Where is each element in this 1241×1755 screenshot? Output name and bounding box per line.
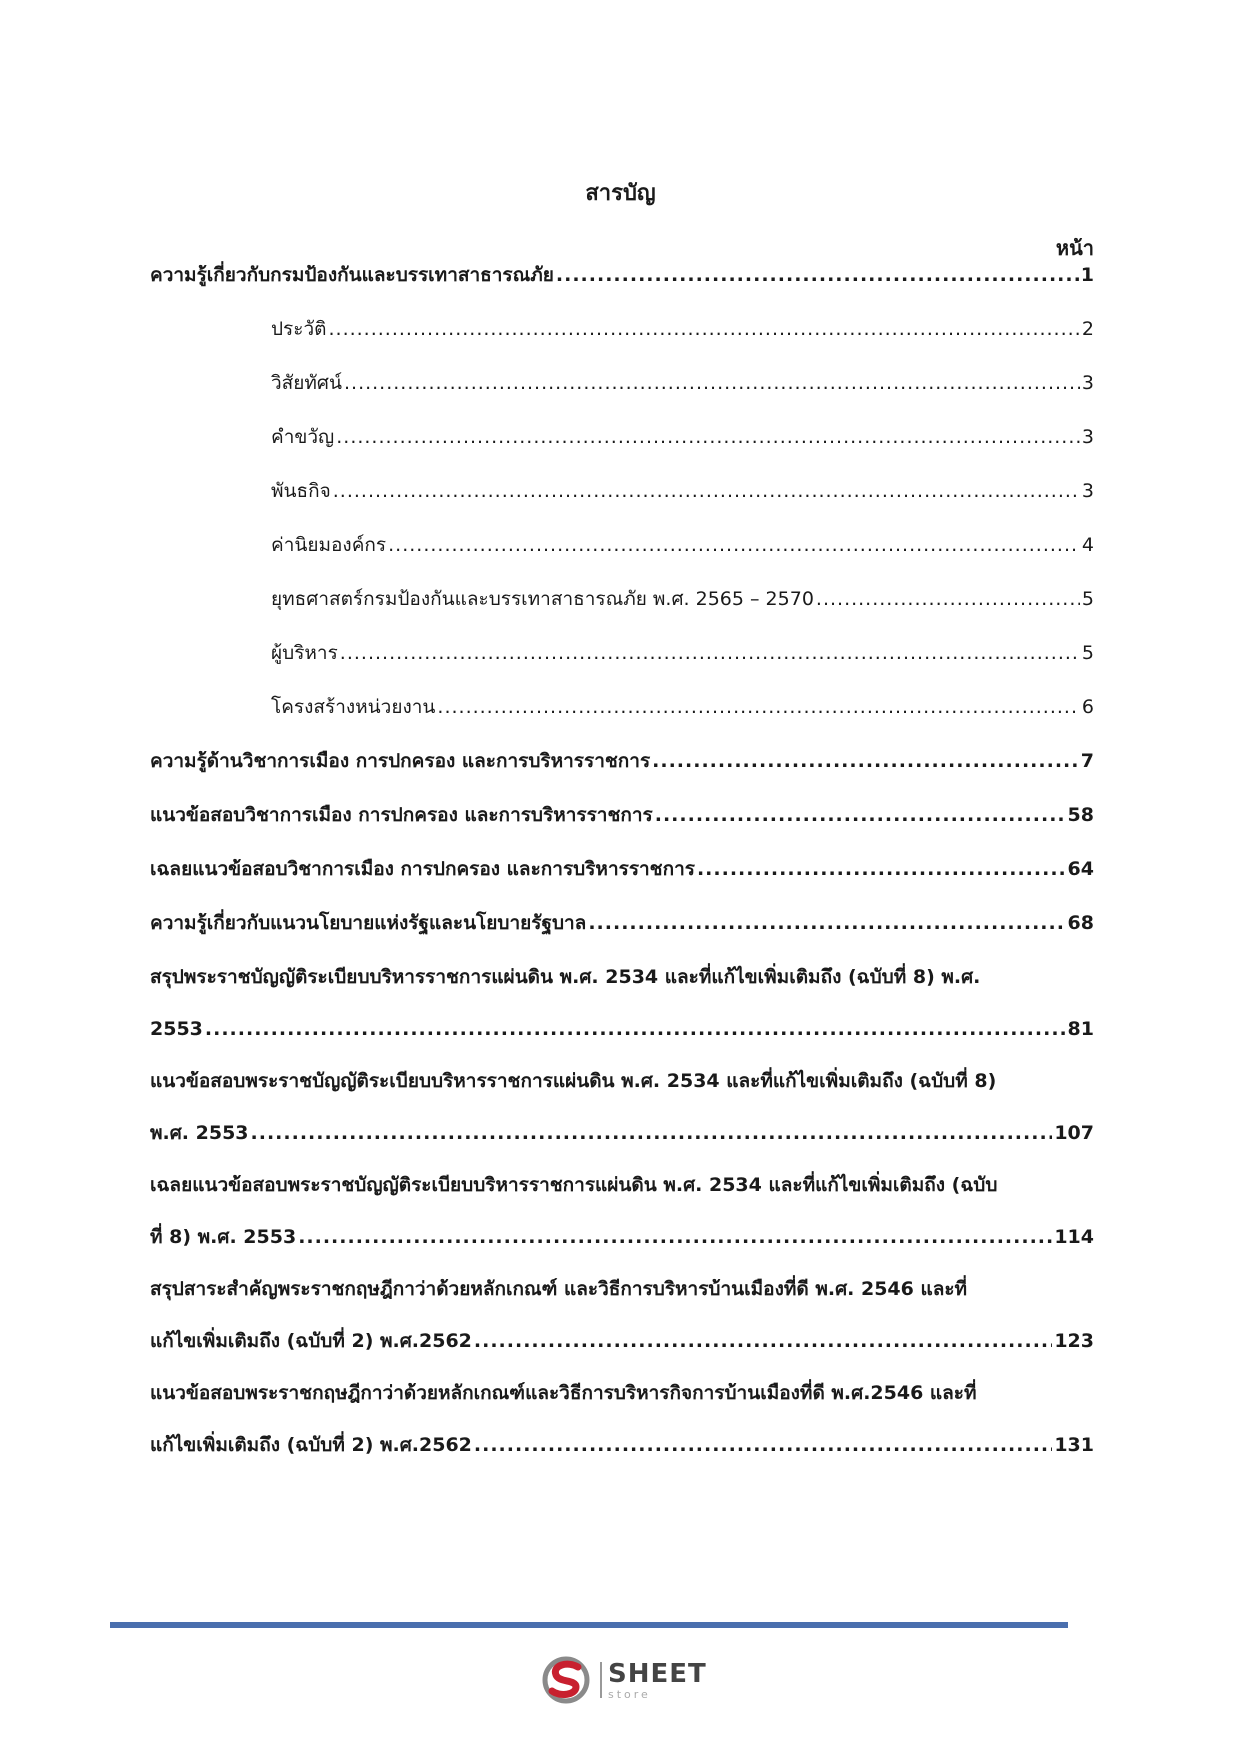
toc-entry[interactable] <box>271 584 1094 614</box>
toc-entry-page: 107 <box>1054 1122 1094 1144</box>
dot-leader <box>697 854 1066 884</box>
dot-leader <box>655 800 1066 830</box>
toc-entry-page: 7 <box>1080 750 1094 772</box>
toc-entry[interactable] <box>150 908 1094 938</box>
toc-entry-label: ความรู้เกี่ยวกับแนวนโยบายแห่งรัฐและนโยบายรัฐบาล <box>150 912 587 934</box>
toc-entry-page: 3 <box>1081 480 1094 502</box>
toc-entry-multiline[interactable] <box>150 962 1094 1044</box>
dot-leader <box>298 1222 1052 1252</box>
logo-word: SHEET <box>608 1658 707 1689</box>
toc-entry-label-line1: แนวข้อสอบพระราชบัญญัติระเบียบบริหารราชการแผ่นดิน พ.ศ. 2534 และที่แก้ไขเพิ่มเติมถึง (ฉบับที่ 8) <box>150 1070 997 1092</box>
toc-entry[interactable] <box>271 368 1094 398</box>
toc-entry[interactable] <box>150 746 1094 776</box>
dot-leader <box>588 908 1065 938</box>
toc-entry-label: ความรู้เกี่ยวกับกรมป้องกันและบรรเทาสาธารณภัย <box>150 264 554 286</box>
toc-entry-label: ค่านิยมองค์กร <box>271 534 387 556</box>
toc-entry-label: ความรู้ด้านวิชาการเมือง การปกครอง และการบริหารราชการ <box>150 750 651 772</box>
toc-entry-page: 6 <box>1081 696 1094 718</box>
toc-entry[interactable] <box>150 260 1094 290</box>
toc-entry-label: วิสัยทัศน์ <box>271 372 342 394</box>
dot-leader <box>437 692 1080 722</box>
toc-entry[interactable] <box>271 476 1094 506</box>
toc-entry-multiline[interactable] <box>150 1274 1094 1356</box>
toc-entry-label-line1: แนวข้อสอบพระราชกฤษฎีกาว่าด้วยหลักเกณฑ์และวิธีการบริหารกิจการบ้านเมืองที่ดี พ.ศ.2546 และที่ <box>150 1382 977 1404</box>
toc-entry-label-line1: เฉลยแนวข้อสอบพระราชบัญญัติระเบียบบริหารราชการแผ่นดิน พ.ศ. 2534 และที่แก้ไขเพิ่มเติมถึง (ฉบับ <box>150 1174 998 1196</box>
dot-leader <box>251 1118 1053 1148</box>
toc-entry-label-line1: สรุปพระราชบัญญัติระเบียบบริหารราชการแผ่นดิน พ.ศ. 2534 และที่แก้ไขเพิ่มเติมถึง (ฉบับที่ 8) พ.ศ. <box>150 966 981 988</box>
toc-entry-page: 81 <box>1067 1018 1094 1040</box>
sheet-store-logo <box>540 1655 710 1705</box>
logo-separator <box>600 1662 602 1698</box>
dot-leader <box>816 584 1080 614</box>
toc-entry[interactable] <box>271 638 1094 668</box>
toc-entry-label-line2: แก้ไขเพิ่มเติมถึง (ฉบับที่ 2) พ.ศ.2562 <box>150 1434 472 1456</box>
toc-entry-label: พันธกิจ <box>271 480 331 502</box>
toc-entry-label: ยุทธศาสตร์กรมป้องกันและบรรเทาสาธารณภัย พ.ศ. 2565 – 2570 <box>271 588 814 610</box>
dot-leader <box>556 260 1079 290</box>
dot-leader <box>340 638 1080 668</box>
toc-entry-page: 3 <box>1081 372 1094 394</box>
toc-entry-page: 68 <box>1067 912 1094 934</box>
toc-entry-label-line2: ที่ 8) พ.ศ. 2553 <box>150 1226 297 1248</box>
toc-entry[interactable] <box>150 800 1094 830</box>
toc-entry-multiline[interactable] <box>150 1066 1094 1148</box>
toc-entry-page: 4 <box>1081 534 1094 556</box>
sheet-store-logo-icon <box>540 1655 598 1705</box>
toc-entry-label: ผู้บริหาร <box>271 642 338 664</box>
dot-leader <box>388 530 1080 560</box>
dot-leader <box>336 422 1080 452</box>
toc-entry-page: 5 <box>1081 588 1094 610</box>
toc-entry-page: 3 <box>1081 426 1094 448</box>
toc-entry-label: โครงสร้างหน่วยงาน <box>271 696 436 718</box>
toc-entry-label-line2: พ.ศ. 2553 <box>150 1122 249 1144</box>
toc-entry-label: คำขวัญ <box>271 426 335 448</box>
page-title: สารบัญ <box>585 181 656 206</box>
toc-entry-page: 2 <box>1081 318 1094 340</box>
toc-entry-label: แนวข้อสอบวิชาการเมือง การปกครอง และการบริหารราชการ <box>150 804 653 826</box>
dot-leader <box>328 314 1079 344</box>
toc-entry[interactable] <box>271 422 1094 452</box>
toc-entry-label-line1: สรุปสาระสำคัญพระราชกฤษฎีกาว่าด้วยหลักเกณฑ์ และวิธีการบริหารบ้านเมืองที่ดี พ.ศ. 2546 และที่ <box>150 1278 968 1300</box>
toc-entry-multiline[interactable] <box>150 1378 1094 1460</box>
dot-leader <box>333 476 1080 506</box>
toc-entry-label: เฉลยแนวข้อสอบวิชาการเมือง การปกครอง และการบริหารราชการ <box>150 858 695 880</box>
toc-entry[interactable] <box>150 854 1094 884</box>
toc-entry[interactable] <box>271 692 1094 722</box>
dot-leader <box>344 368 1080 398</box>
dot-leader <box>205 1014 1066 1044</box>
toc-entry-multiline[interactable] <box>150 1170 1094 1252</box>
toc-entry-page: 58 <box>1067 804 1094 826</box>
toc-entry[interactable] <box>271 530 1094 560</box>
dot-leader <box>474 1430 1052 1460</box>
page-column-header: หน้า <box>1055 236 1094 260</box>
toc-entry-label-line2: 2553 <box>150 1018 203 1040</box>
dot-leader <box>652 746 1079 776</box>
toc-entry-page: 1 <box>1080 264 1094 286</box>
logo-subword: store <box>608 1687 651 1701</box>
toc-entry-page: 131 <box>1054 1434 1094 1456</box>
footer-divider <box>110 1622 1068 1628</box>
toc-entry-page: 64 <box>1067 858 1094 880</box>
toc-entry[interactable] <box>271 314 1094 344</box>
toc-entry-page: 123 <box>1054 1330 1094 1352</box>
toc-entry-label: ประวัติ <box>271 318 327 340</box>
toc-entry-page: 5 <box>1081 642 1094 664</box>
toc-entry-page: 114 <box>1054 1226 1094 1248</box>
toc-entry-label-line2: แก้ไขเพิ่มเติมถึง (ฉบับที่ 2) พ.ศ.2562 <box>150 1330 472 1352</box>
dot-leader <box>474 1326 1052 1356</box>
